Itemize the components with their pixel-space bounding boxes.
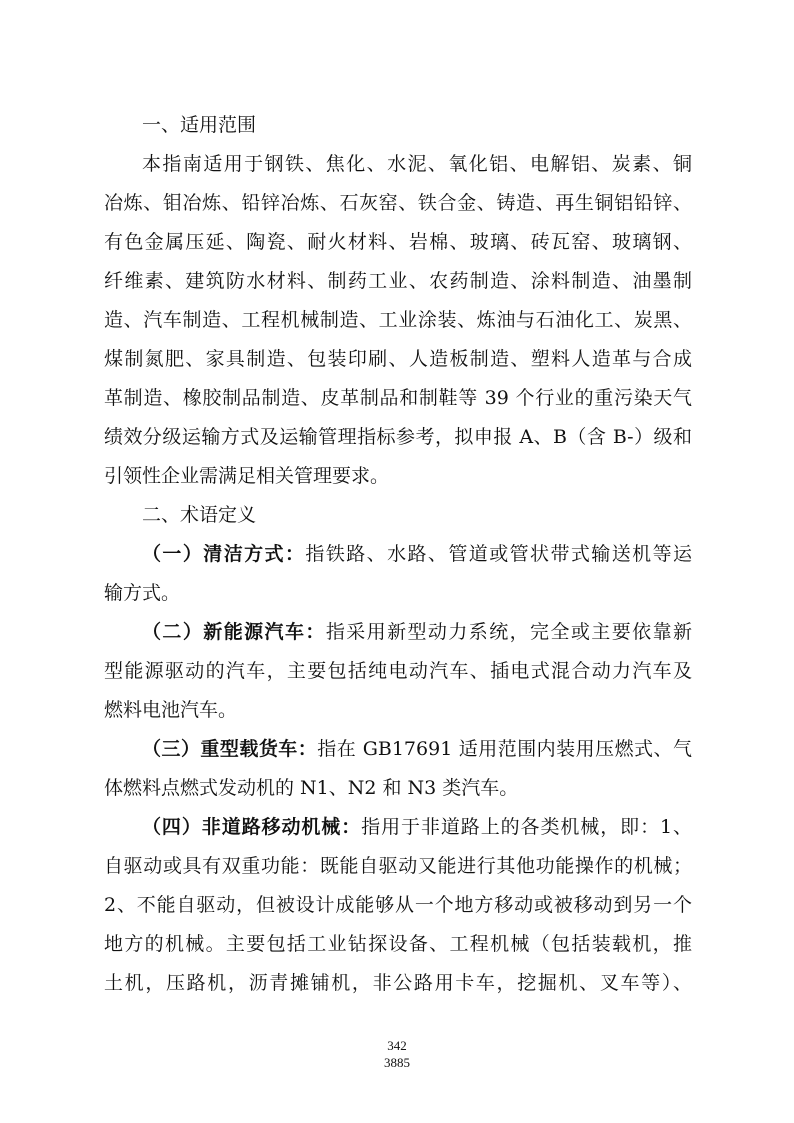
paragraph-line: 引领性企业需满足相关管理要求。 [104, 465, 390, 487]
paragraph-line: 体燃料点燃式发动机的 N1、N2 和 N3 类汽车。 [104, 777, 519, 799]
paragraph-line: 地方的机械。主要包括工业钻探设备、工程机械（包括装载机，推 [104, 933, 692, 955]
paragraph-line: 造、汽车制造、工程机械制造、工业涂装、炼油与石油化工、炭黑、 [104, 309, 692, 331]
definition-text: 指在 GB17691 适用范围内装用压燃式、气 [317, 738, 692, 760]
definition-text: 指用于非道路上的各类机械，即：1、 [361, 816, 692, 838]
definition-term: （二）新能源汽车： [142, 621, 326, 643]
paragraph-line: 土机，压路机，沥青摊铺机，非公路用卡车，挖掘机、叉车等）、 [104, 972, 692, 994]
paragraph-line: 冶炼、钼冶炼、铅锌冶炼、石灰窑、铁合金、铸造、再生铜铝铅锌、 [104, 192, 692, 214]
definition-heavy-truck [104, 730, 692, 769]
definition-text: 指铁路、水路、管道或管状带式输送机等运 [305, 543, 692, 565]
paragraph-line: 自驱动或具有双重功能：既能自驱动又能进行其他功能操作的机械； [104, 855, 692, 877]
paragraph-line: 2、不能自驱动，但被设计成能够从一个地方移动或被移动到另一个 [104, 894, 692, 916]
section-heading-definitions: 二、术语定义 [142, 504, 257, 526]
definition-term: （三）重型载货车： [142, 738, 318, 760]
total-page-number: 3885 [384, 1055, 410, 1070]
page-number: 342 [387, 1038, 407, 1053]
paragraph-line: 煤制氮肥、家具制造、包装印刷、人造板制造、塑料人造革与合成 [104, 348, 692, 370]
paragraph-line: 绩效分级运输方式及运输管理指标参考，拟申报 A、B（含 B-）级和 [104, 426, 692, 448]
definition-term: （四）非道路移动机械： [142, 816, 362, 838]
definition-clean-transport [104, 535, 692, 574]
definition-term: （一）清洁方式： [142, 543, 306, 565]
definition-text: 指采用新型动力系统，完全或主要依靠新 [325, 621, 692, 643]
section-heading-scope: 一、适用范围 [142, 114, 257, 136]
paragraph-line: 纤维素、建筑防水材料、制药工业、农药制造、涂料制造、油墨制 [104, 270, 692, 292]
paragraph-line: 输方式。 [104, 582, 181, 604]
paragraph-line: 有色金属压延、陶瓷、耐火材料、岩棉、玻璃、砖瓦窑、玻璃钢、 [104, 231, 692, 253]
document-body [104, 106, 692, 1003]
definition-new-energy-vehicle [104, 613, 692, 652]
paragraph-line: 型能源驱动的汽车，主要包括纯电动汽车、插电式混合动力汽车及 [104, 660, 692, 682]
paragraph-line: 本指南适用于钢铁、焦化、水泥、氧化铝、电解铝、炭素、铜 [142, 153, 692, 175]
paragraph-line: 燃料电池汽车。 [104, 699, 238, 721]
definition-non-road-machinery [104, 808, 692, 847]
paragraph-line: 革制造、橡胶制品制造、皮革制品和制鞋等 39 个行业的重污染天气 [104, 387, 692, 409]
